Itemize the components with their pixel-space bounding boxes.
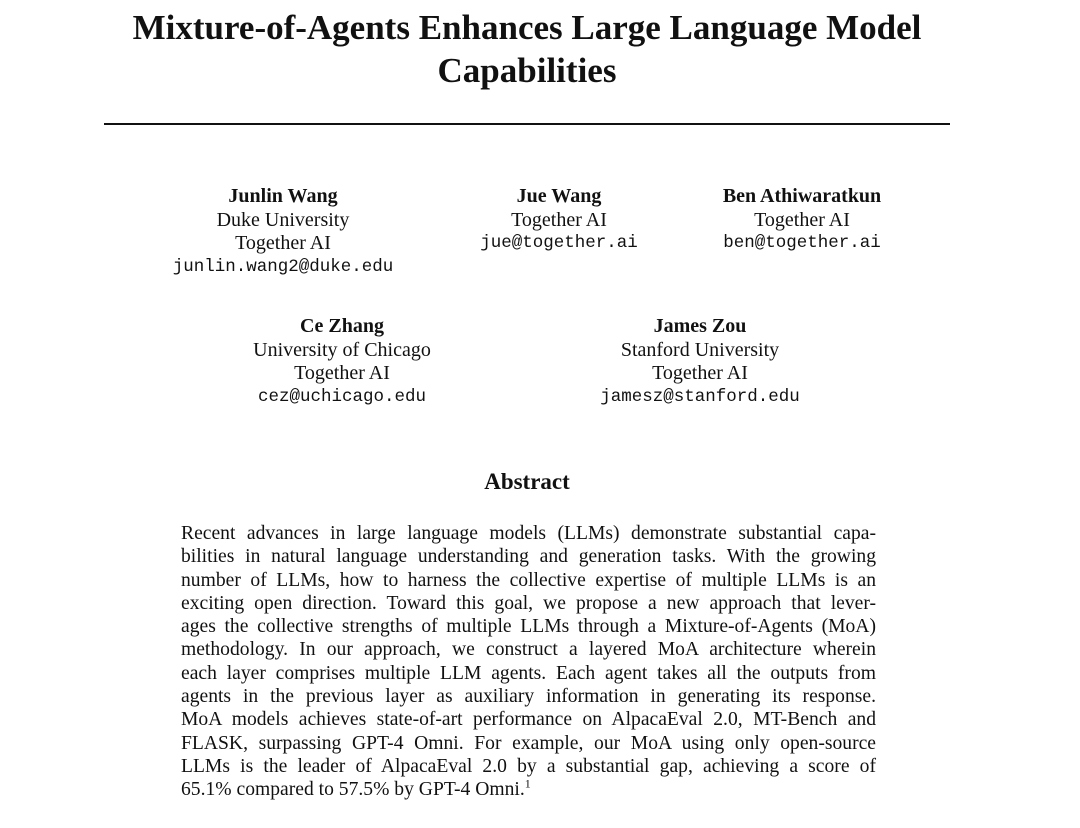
author-email: cez@uchicago.edu (257, 386, 427, 407)
abstract-line: FLASK, surpassing GPT-4 Omni. For example, our MoA using only open-source (181, 732, 876, 754)
author-block-ben-athiwaratkun (702, 185, 902, 256)
abstract-line: exciting open direction. Toward this goal, we propose a new approach that lever- (181, 592, 876, 614)
author-block-junlin-wang (158, 185, 408, 279)
author-affiliation: Together AI (652, 362, 748, 384)
author-affiliation: Together AI (235, 232, 331, 254)
author-block-james-zou (580, 315, 820, 409)
abstract-line: agents in the previous layer as auxiliary information in generating its response. (181, 686, 876, 708)
abstract-line-text: 65.1% compared to 57.5% by GPT-4 Omni. (181, 779, 525, 801)
abstract-body (181, 522, 876, 802)
author-name: James Zou (653, 315, 747, 337)
author-name: Jue Wang (516, 185, 602, 207)
abstract-line-last (181, 778, 876, 801)
footnote-marker[interactable]: 1 (524, 776, 531, 791)
author-affiliation: Stanford University (620, 338, 780, 361)
author-affiliation: Together AI (511, 208, 607, 231)
abstract-line: number of LLMs, how to harness the collective expertise of multiple LLMs is an (181, 569, 876, 591)
abstract-line: Recent advances in large language models (LLMs) demonstrate substantial capa- (181, 523, 876, 544)
paper-title (0, 6, 1054, 92)
title-line-1: Mixture-of-Agents Enhances Large Language Model (132, 8, 922, 47)
author-block-ce-zhang (227, 315, 457, 409)
author-name: Junlin Wang (228, 185, 338, 207)
abstract-line: ages the collective strengths of multiple LLMs through a Mixture-of-Agents (MoA) (181, 616, 876, 638)
author-name: Ben Athiwaratkun (722, 185, 882, 207)
abstract-line: methodology. In our approach, we construct a layered MoA architecture wherein (181, 639, 876, 661)
author-affiliation: Together AI (294, 362, 390, 384)
author-email: ben@together.ai (723, 233, 881, 253)
author-email: junlin.wang2@duke.edu (172, 256, 394, 277)
author-affiliation: Together AI (754, 208, 850, 231)
abstract-line: each layer comprises multiple LLM agents. Each agent takes all the outputs from (181, 662, 876, 684)
title-rule (104, 123, 950, 125)
title-line-2: Capabilities (437, 51, 617, 90)
abstract-heading: Abstract (484, 469, 570, 494)
author-email: jue@together.ai (480, 233, 638, 253)
author-affiliation: Duke University (216, 208, 350, 231)
author-block-jue-wang (459, 185, 659, 256)
author-email: jamesz@stanford.edu (600, 386, 800, 407)
abstract-line: LLMs is the leader of AlpacaEval 2.0 by a substantial gap, achieving a score of (181, 755, 876, 777)
abstract-line: bilities in natural language understanding and generation tasks. With the growing (181, 546, 876, 568)
author-affiliation: University of Chicago (253, 338, 431, 361)
abstract-line: MoA models achieves state-of-art performance on AlpacaEval 2.0, MT-Bench and (181, 709, 876, 731)
author-name: Ce Zhang (300, 315, 384, 337)
